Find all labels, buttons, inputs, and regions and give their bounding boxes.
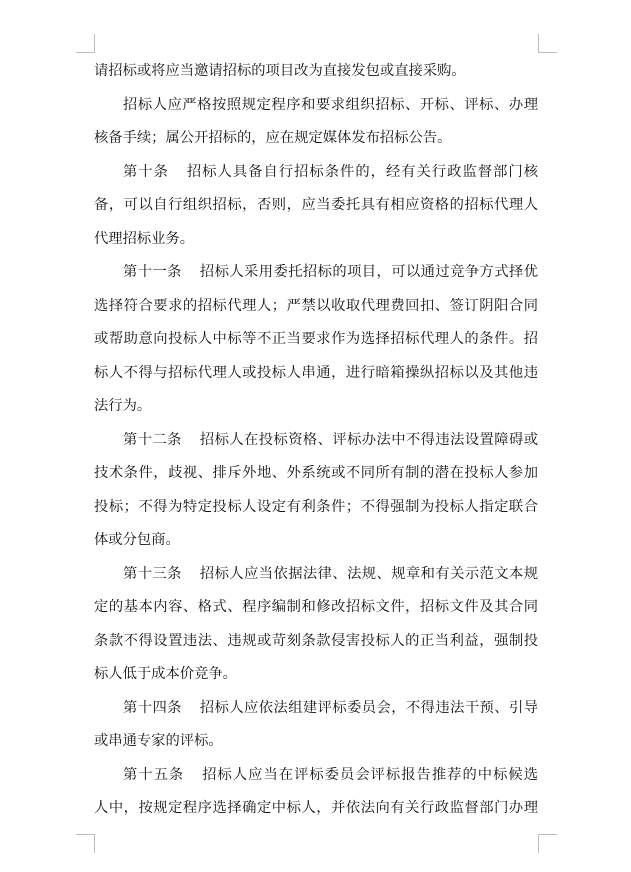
article-number: 第十三条 — [123, 565, 182, 582]
text-line: 请招标或将应当邀请招标的项目改为直接发包或直接采购。 — [94, 63, 466, 79]
article-number: 第十五条 — [123, 766, 185, 783]
text-line: 第十三条 招标人应当依据法律、法规、规章和有关示范文本规 — [123, 565, 539, 582]
text-line: 核备手续；属公开招标的，应在规定媒体发布招标公告。 — [94, 130, 452, 146]
article-number: 第十一条 — [123, 264, 182, 280]
text-line: 备，可以自行组织招标，否则，应当委托具有相应资格的招标代理人 — [94, 197, 538, 213]
text-line: 第十五条 招标人应当在评标委员会评标报告推荐的中标候选 — [123, 766, 538, 783]
text-line: 第十一条 招标人采用委托招标的项目，可以通过竞争方式择优 — [123, 264, 539, 280]
text-line: 技术条件，歧视、排斥外地、外系统或不同所有制的潜在投标人参加 — [94, 465, 538, 481]
text-line: 法行为。 — [94, 398, 152, 414]
text-line: 投标；不得为特定投标人设定有利条件；不得强制为投标人指定联合 — [94, 498, 538, 515]
article-12 — [94, 424, 538, 558]
text-line: 或帮助意向投标人中标等不正当要求作为选择招标代理人的条件。招 — [94, 331, 538, 347]
article-number: 第十二条 — [123, 431, 182, 448]
text-line: 选择符合要求的招标代理人；严禁以收取代理费回扣、签订阴阳合同 — [94, 297, 538, 314]
article-15 — [94, 759, 538, 826]
text-line: 标人低于成本价竞争。 — [94, 666, 237, 682]
crop-mark-bottom-right — [538, 834, 557, 853]
article-11 — [94, 256, 538, 424]
article-13 — [94, 558, 538, 692]
text-line: 招标人应严格按照规定程序和要求组织招标、开标、评标、办理 — [123, 96, 538, 113]
article-number: 第十条 — [123, 163, 169, 180]
text-line: 体或分包商。 — [94, 532, 180, 548]
text-line: 第十四条 招标人应依法组建评标委员会，不得违法干预、引导 — [123, 699, 539, 716]
document-body — [94, 55, 538, 826]
text-line: 标人不得与招标代理人或投标人串通，进行暗箱操纵招标以及其他违 — [94, 364, 538, 381]
article-10 — [94, 156, 538, 257]
paragraph-tender-procedure — [94, 89, 538, 156]
crop-mark-top-right — [538, 34, 557, 53]
article-14 — [94, 692, 538, 759]
text-line: 第十二条 招标人在投标资格、评标办法中不得违法设置障碍或 — [123, 431, 539, 448]
crop-mark-top-left — [76, 34, 95, 53]
text-line: 人中，按规定程序选择确定中标人，并依法向有关行政监督部门办理 — [94, 800, 538, 816]
text-line: 条款不得设置违法、违规或苛刻条款侵害投标人的正当利益，强制投 — [94, 632, 538, 649]
article-number: 第十四条 — [123, 699, 182, 716]
crop-mark-bottom-left — [76, 834, 95, 853]
paragraph-continuation — [94, 55, 538, 89]
text-line: 代理招标业务。 — [94, 230, 195, 247]
text-line: 或串通专家的评标。 — [94, 733, 223, 749]
text-line: 第十条 招标人具备自行招标条件的，经有关行政监督部门核 — [123, 163, 539, 180]
text-line: 定的基本内容、格式、程序编制和修改招标文件，招标文件及其合同 — [94, 599, 538, 615]
